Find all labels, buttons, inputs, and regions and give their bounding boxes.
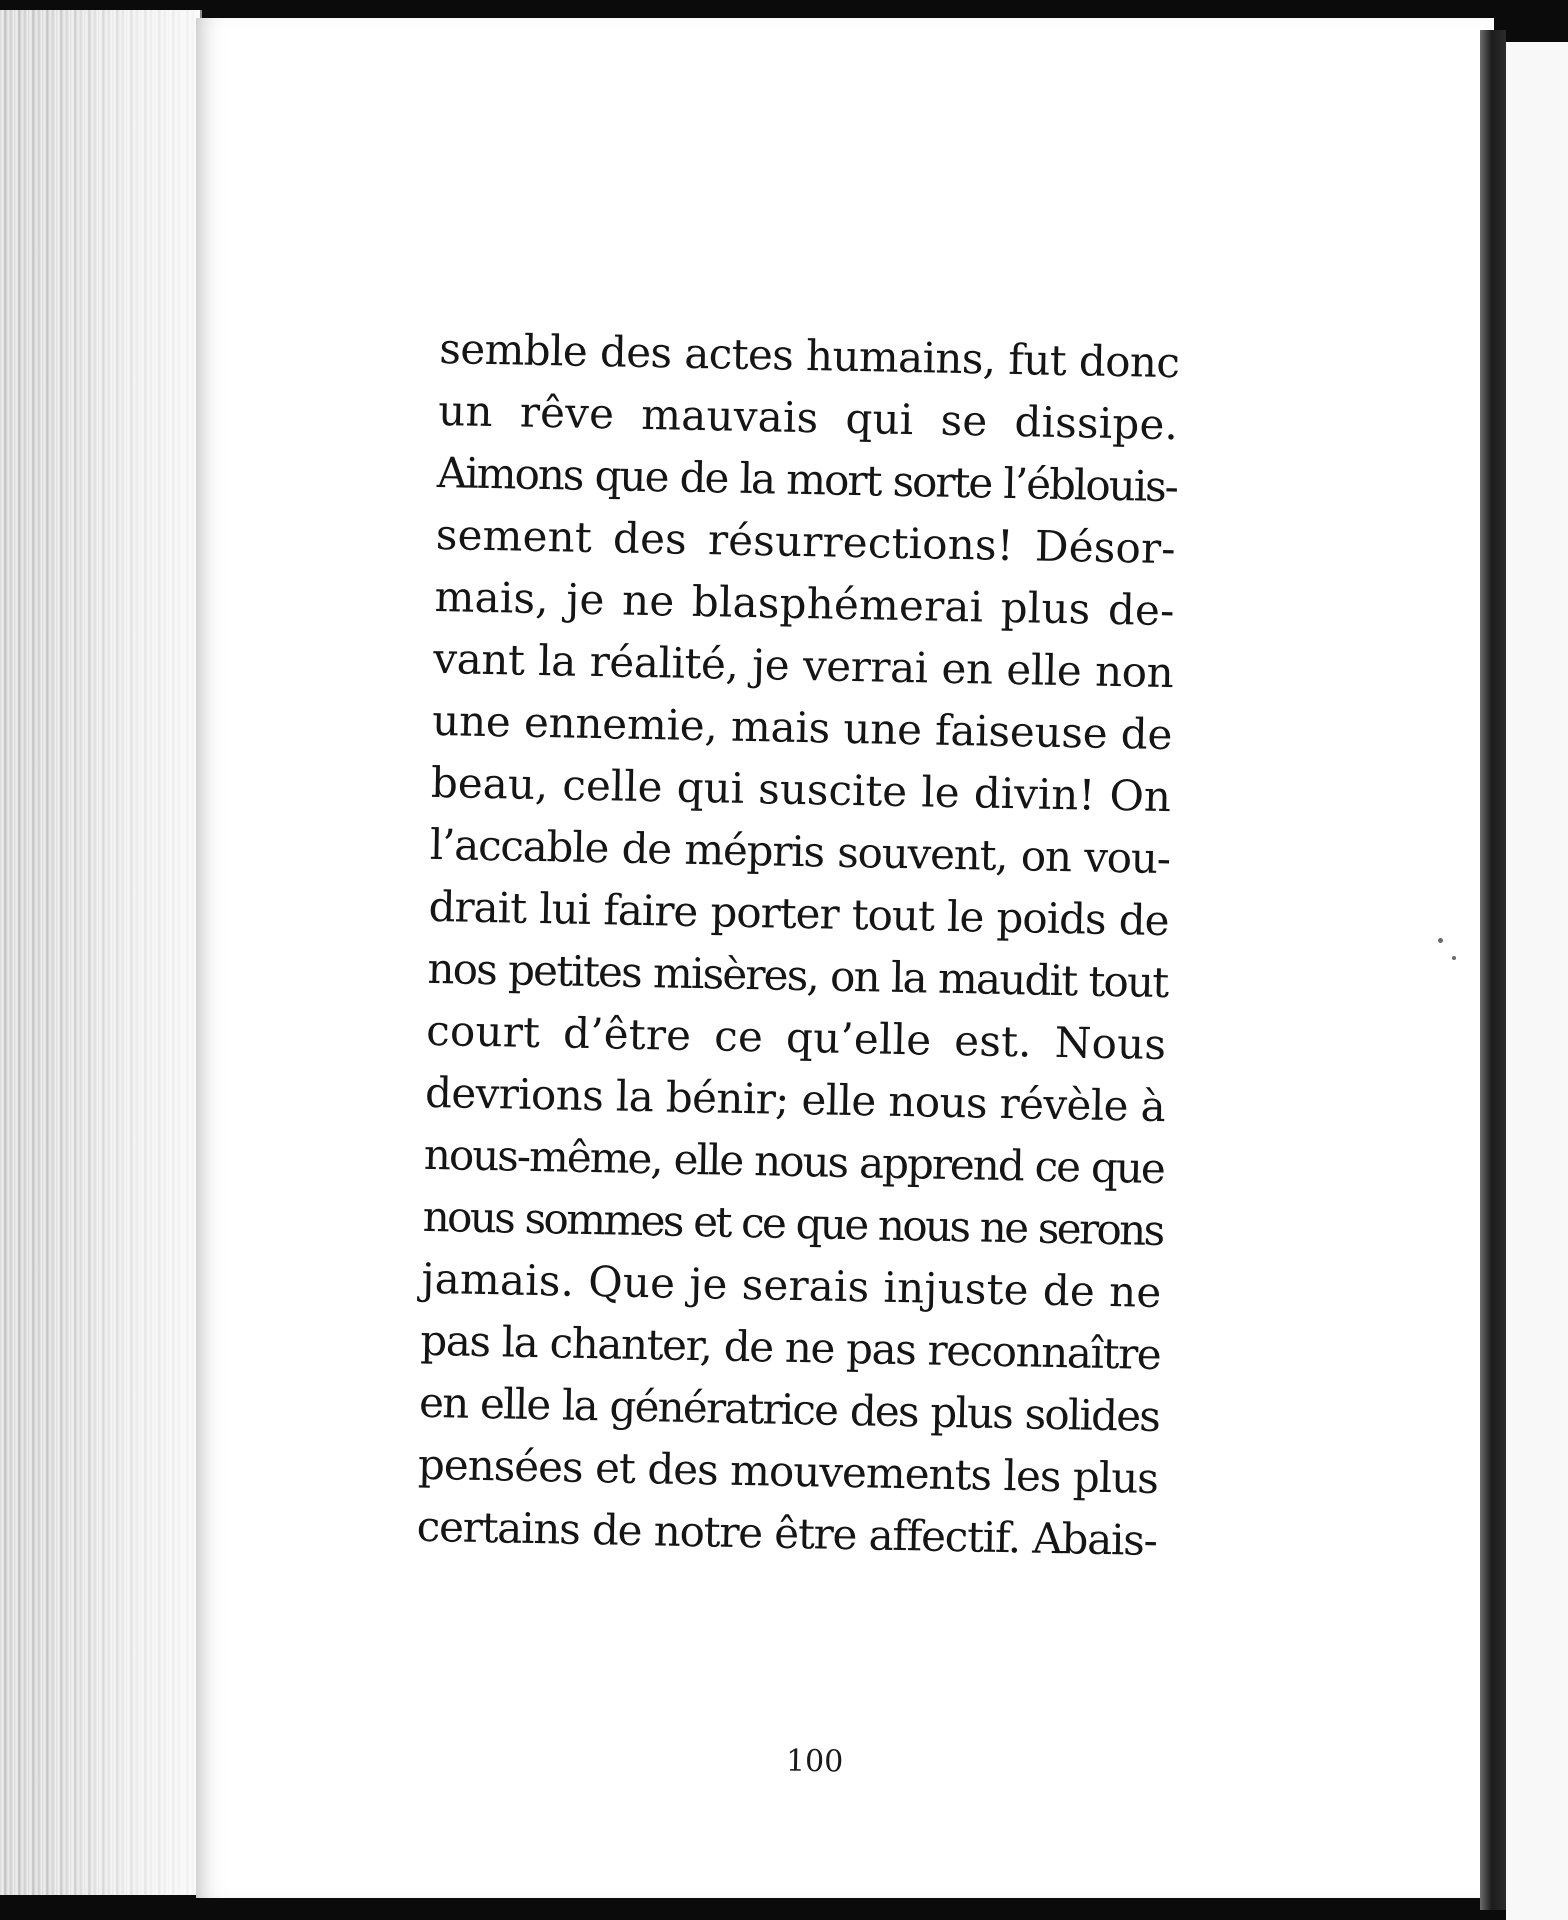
text-line: jamais. Que je serais injuste de ne	[421, 1253, 1162, 1318]
dust-speck	[1438, 938, 1443, 943]
dust-speck	[1452, 956, 1456, 960]
book-spine-edge	[1480, 30, 1506, 1910]
text-line: drait lui faire porter tout le poids de	[428, 881, 1170, 946]
text-line: nous sommes et ce que nous ne serons	[422, 1191, 1164, 1256]
text-line: mais, je ne blasphémerai plus de-	[434, 571, 1175, 636]
body-text	[416, 318, 1180, 1572]
text-line: nous-même, elle nous apprend ce que	[423, 1129, 1165, 1194]
stacked-page-edges	[0, 10, 202, 1895]
text-line: une ennemie, mais une faiseuse de	[431, 695, 1173, 760]
text-line: court d’être ce qu’elle est. Nous	[425, 1005, 1167, 1070]
page-number: 100	[785, 1743, 844, 1780]
text-line: beau, celle qui suscite le divin! On	[430, 757, 1172, 822]
text-line: pas la chanter, de ne pas reconnaître	[419, 1315, 1161, 1380]
adjacent-page	[1506, 42, 1568, 1920]
text-line: sement des résurrections! Désor-	[435, 509, 1177, 574]
text-line: un rêve mauvais qui se dissipe.	[437, 385, 1179, 450]
text-line: semble des actes humains, fut donc	[438, 323, 1180, 388]
text-line: pensées et des mouvements les plus	[417, 1439, 1159, 1503]
text-line: certains de notre être affectif. Abais-	[416, 1501, 1158, 1565]
text-line: vant la réalité, je verrai en elle non	[432, 633, 1174, 698]
text-line: l’accable de mépris souvent, on vou-	[429, 819, 1171, 884]
text-line: nos petites misères, on la maudit tout	[427, 943, 1168, 1008]
text-line: Aimons que de la mort sorte l’éblouis-	[436, 447, 1178, 512]
text-line: devrions la bénir; elle nous révèle à	[424, 1067, 1166, 1132]
text-line: en elle la génératrice des plus solides	[418, 1377, 1160, 1442]
